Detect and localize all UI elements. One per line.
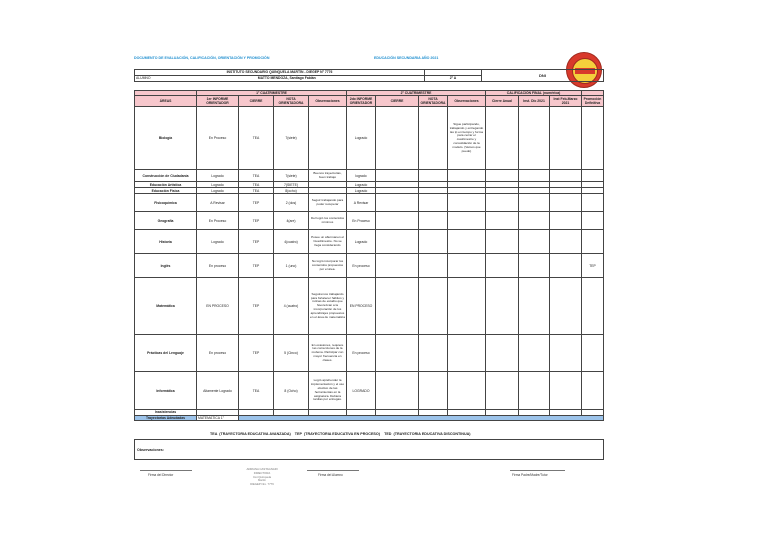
col-nota2: NOTA ORIENTADORA <box>420 97 446 106</box>
education-level: EDUCACIÓN SECUNDARIA AÑO 2021 <box>374 56 439 60</box>
signature-alumno: Firma del Alumno <box>318 473 343 477</box>
col-informe2: 2do INFORME ORIENTADOR <box>347 96 376 107</box>
table-row: Informática Altamente Logrado TEA 8 (Ocho) Logró aprehender la implementación y el uso efectivo de las herramientas en la asignatura. Debiera tardías por entregas. LOGRADO <box>135 372 604 410</box>
table-row: Matemática EN PROCESO TEP 4 (cuatro) Seguiremos trabajando para fortalecer hábitos y rutinas de estudio que favorezcan a la incorporación de los aprendizajes propuestos en el área de matemática EN PROCESO <box>135 278 604 335</box>
col-cierre2: CIERRE <box>376 96 419 107</box>
col-promocion: Promoción Definitiva <box>582 96 604 107</box>
col-inst-dic: Inst. Dic 2021 <box>519 96 550 107</box>
col-obs1: Observaciones <box>309 96 347 107</box>
col-nota1: NOTA ORIENTADORA <box>274 96 309 107</box>
course: 2° A <box>425 76 482 82</box>
signature-padre: Firma Padre/Madre/Tutor <box>512 473 548 477</box>
col-areas: ÁREAS <box>135 96 197 107</box>
col-cierre1: CIERRE <box>239 96 274 107</box>
table-row: Prácticas del Lenguaje En proceso TEP 5 (Cinco) En ocasiones, requiere las correcciones de la mufema. Participar con mayor frecuencia en clases. En proceso <box>135 335 604 372</box>
dni-label: DNI <box>482 70 604 82</box>
table-row: Construcción de Ciudadanía Logrado TEA 7(siete) Buenos trayectorias, buen trabajo logrado <box>135 170 604 182</box>
table-row: Historia Logrado TEP 4(cuatro) Posee un aftermanen el Cuadrimestre. No se llega considerando Logrado <box>135 230 604 254</box>
table-row: Educación Física Logrado TEA 8(ocho) Logrado <box>135 188 604 194</box>
document-title: DOCUMENTO DE EVALUACIÓN, CALIFICACIÓN, ORIENTACIÓN Y PROMOCIÓN <box>134 56 270 60</box>
student-name: ALUMNO MATTO MENDOZA, Santiago Fabián <box>135 76 425 82</box>
school-name: INSTITUTO SECUNDARIO QUINQUELA MARTÍN - DIEGEP N° 7776 <box>135 70 425 76</box>
inasistencias-row: Inasistencias <box>135 410 604 415</box>
table-row: Biología En Proceso TEA 7(siete) Logrado Sigue participando, trabajando y entregando las tp en tiempo y forma para cerrar el cuatrimestre y consolidación de la modelo. (Vamos que puedo) <box>135 107 604 170</box>
signature-director: Firma del Director <box>148 473 174 477</box>
pendientes-row: Trayectorias Adeudadas MATEMÁTICA 1° <box>135 415 604 420</box>
director-stamp: ADRIANA CASTAGNARI DIRECTORA Inst Quinquela Martín DIEGEP Nro. 7776 <box>246 467 278 487</box>
observaciones-box <box>134 439 604 460</box>
observaciones-label: Observaciones: <box>137 448 164 452</box>
col-obs2: Observaciones <box>448 96 486 107</box>
table-row: Fisicoquímica A Revisar TEP 2 (dos) Seguir trabajando para poder recuperar A Revisar <box>135 194 604 212</box>
table-row: Educación Artística Logrado TEA 7(SIETE) Logrado <box>135 182 604 188</box>
first-term-header: 1° CUATRIMESTRE <box>197 91 347 96</box>
col-informe1: 1er INFORME ORIENTADOR <box>197 96 239 107</box>
col-cierre-anual: Cierre Anual <box>486 96 519 107</box>
grades-table <box>134 90 604 421</box>
student-label: ALUMNO <box>136 76 151 81</box>
trajectory-legend: TEA (TRAYECTORIA EDUCATIVA AVANZADA) TEP (TRAYECTORIA EDUCATIVA EN PROCESO) TED (TRAYECTORIA EDUCATIVA DISCONTINUA) <box>210 432 471 436</box>
final-grade-header: CALIFICACIÓN FINAL (numérica) <box>486 91 582 96</box>
table-row: Geografía En Proceso TEP 4(are) Del logró los contenidos mínimos En Proceso <box>135 212 604 230</box>
student-info-table <box>134 69 604 82</box>
table-row: Inglés En proceso TEP 1 (uno) No logró incorporar los contenidos propuestos por el área. En proceso TEP <box>135 254 604 278</box>
second-term-header: 2° CUATRIMESTRE <box>347 91 486 96</box>
col-inst-feb: Inst Feb-Marzo 2021 <box>550 96 582 107</box>
pendientes-value: MATEMÁTICA 1° <box>197 415 239 420</box>
